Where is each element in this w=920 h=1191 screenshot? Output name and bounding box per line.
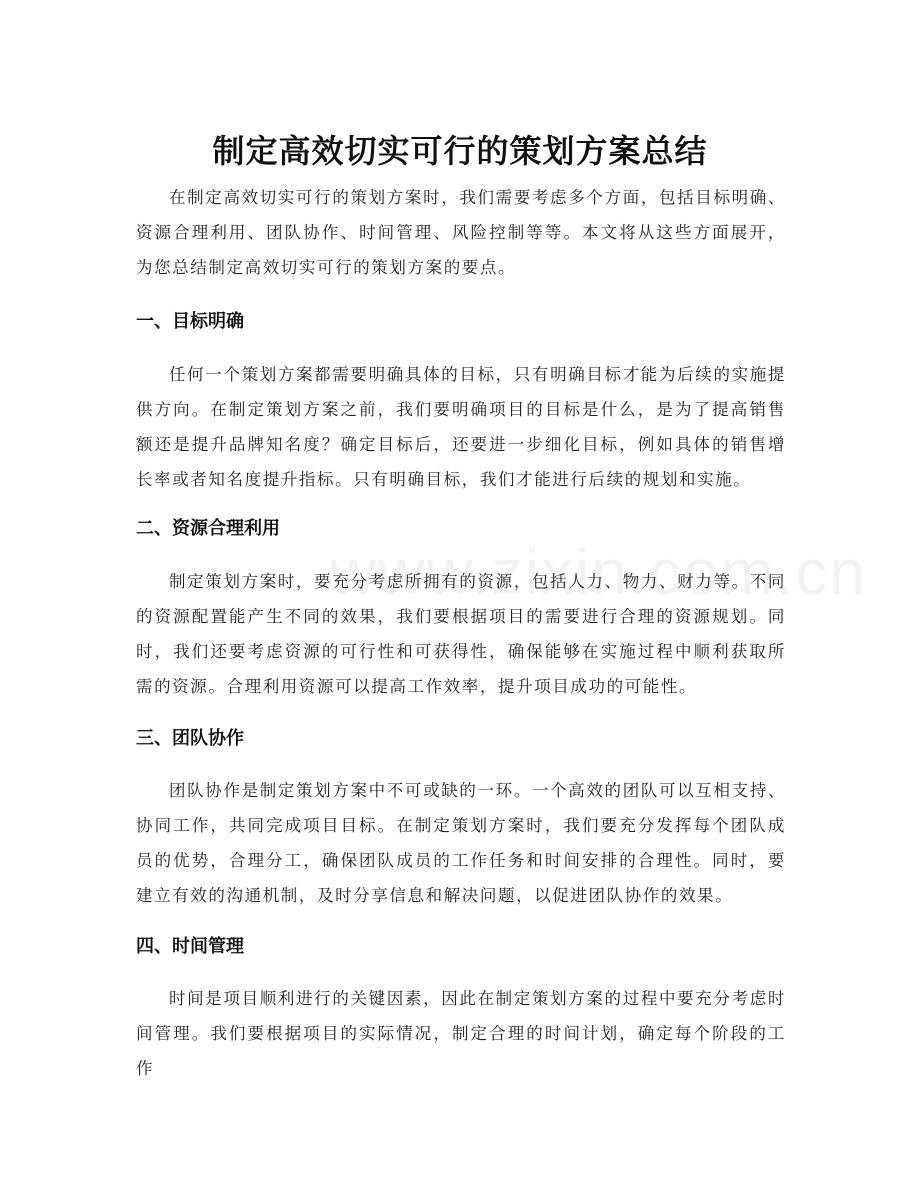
section-heading-3: 三、团队协作 [136, 728, 244, 749]
section-body-3: 团队协作是制定策划方案中不可或缺的一环。一个高效的团队可以互相支持、协同工作，共同完成项目目标。在制定策划方案时，我们要充分发挥每个团队成员的优势，合理分工，确保团队成员的工作任务和时间安排的合理性。同时，要建立有效的沟通机制，及时分享信息和解决问题，以促进团队协作的效果。 [136, 781, 786, 905]
section-body-4: 时间是项目顺利进行的关键因素，因此在制定策划方案的过程中要充分考虑时间管理。我们要根据项目的实际情况，制定合理的时间计划，确定每个阶段的工作 [136, 989, 786, 1078]
section-heading-1: 一、目标明确 [136, 311, 244, 332]
section-heading-4: 四、时间管理 [136, 936, 244, 957]
section-body-2: 制定策划方案时，要充分考虑所拥有的资源，包括人力、物力、财力等。不同的资源配置能产生不同的效果，我们要根据项目的需要进行合理的资源规划。同时，我们还要考虑资源的可行性和可获得性，确保能够在实施过程中顺利获取所需的资源。合理利用资源可以提高工作效率，提升项目成功的可能性。 [136, 572, 786, 696]
document-title: 制定高效切实可行的策划方案总结 [212, 132, 708, 171]
section-body-1: 任何一个策划方案都需要明确具体的目标，只有明确目标才能为后续的实施提供方向。在制定策划方案之前，我们要明确项目的目标是什么，是为了提高销售额还是提升品牌知名度？确定目标后，还要进一步细化目标，例如具体的销售增长率或者知名度提升指标。只有明确目标，我们才能进行后续的规划和实施。 [136, 365, 786, 489]
section-heading-2: 二、资源合理利用 [136, 518, 280, 539]
intro-paragraph: 在制定高效切实可行的策划方案时，我们需要考虑多个方面，包括目标明确、资源合理利用、团队协作、时间管理、风险控制等等。本文将从这些方面展开，为您总结制定高效切实可行的策划方案的要点。 [136, 188, 786, 277]
